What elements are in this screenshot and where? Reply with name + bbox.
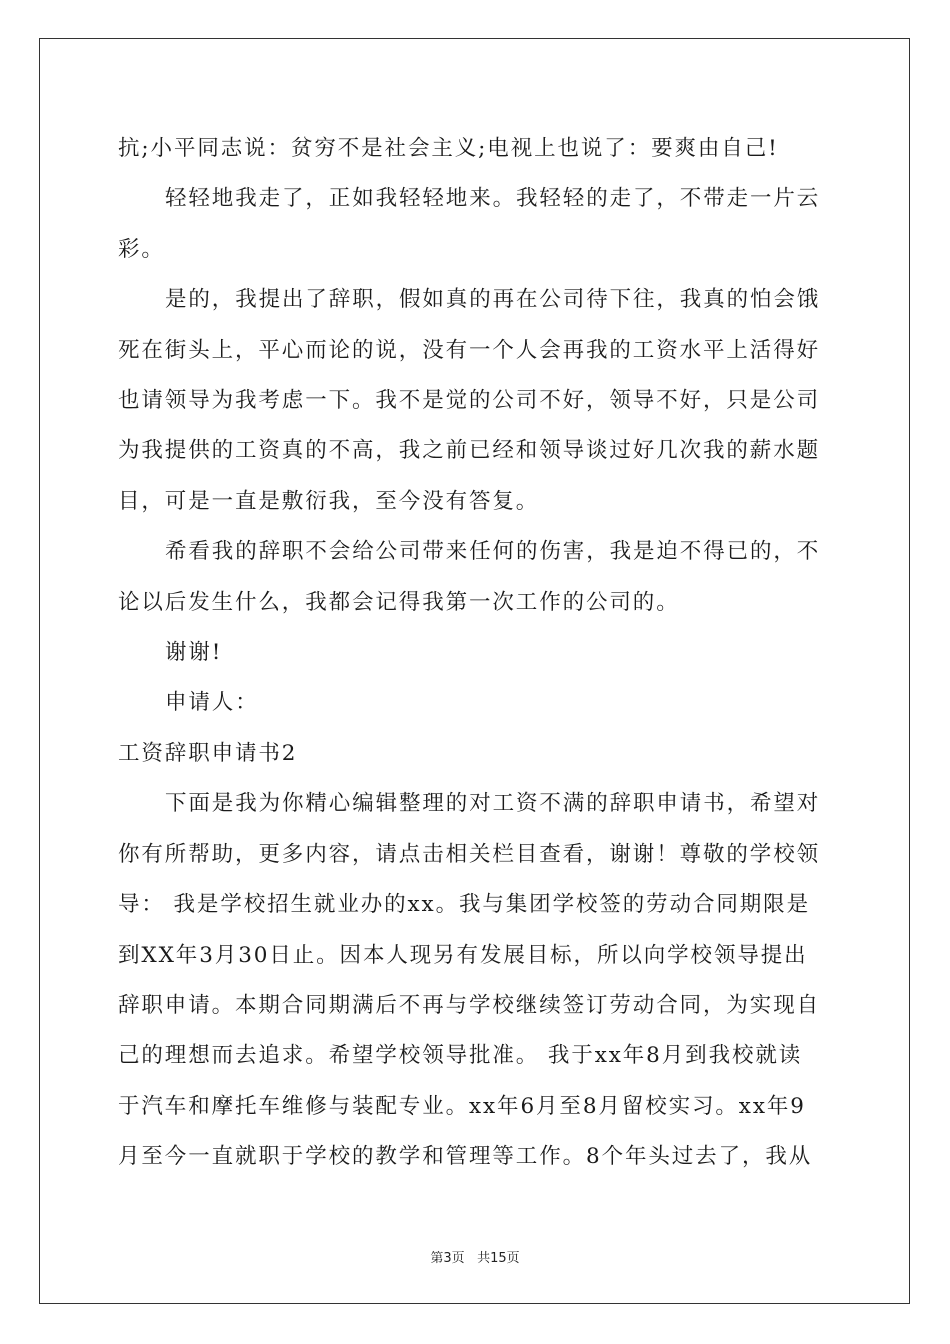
text-line: 目，可是一直是敷衍我，至今没有答复。 bbox=[118, 488, 540, 514]
applicant-label: 申请人： bbox=[165, 690, 259, 716]
text-line: 己的理想而去追求。希望学校领导批准。 我于xx年8月到我校就读 bbox=[118, 1043, 803, 1069]
text-line: 是的，我提出了辞职，假如真的再在公司待下往，我真的怕会饿 bbox=[165, 287, 821, 313]
text-line: 你有所帮助，更多内容，请点击相关栏目查看，谢谢！尊敬的学校领 bbox=[118, 841, 821, 867]
text-line: 希看我的辞职不会给公司带来任何的伤害，我是迫不得已的，不 bbox=[165, 539, 821, 565]
document-body bbox=[118, 124, 834, 1183]
text-line: 到XX年3月30日止。因本人现另有发展目标，所以向学校领导提出 bbox=[118, 942, 808, 968]
section-heading: 工资辞职申请书2 bbox=[118, 740, 298, 766]
text-line: 月至今一直就职于学校的教学和管理等工作。8个年头过去了，我从 bbox=[118, 1144, 813, 1170]
text-line: 论以后发生什么，我都会记得我第一次工作的公司的。 bbox=[118, 589, 680, 615]
page-footer bbox=[0, 1247, 950, 1266]
text-line: 辞职申请。本期合同期满后不再与学校继续签订劳动合同，为实现自 bbox=[118, 992, 821, 1018]
text-line: 为我提供的工资真的不高，我之前已经和领导谈过好几次我的薪水题 bbox=[118, 438, 821, 464]
text-line: 抗;小平同志说：贫穷不是社会主义;电视上也说了：要爽由自己! bbox=[118, 136, 779, 161]
text-line: 轻轻地我走了，正如我轻轻地来。我轻轻的走了，不带走一片云 bbox=[165, 186, 821, 212]
page-number: 第3页 bbox=[430, 1251, 465, 1266]
closing-thanks: 谢谢! bbox=[165, 640, 223, 666]
text-line: 于汽车和摩托车维修与装配专业。xx年6月至8月留校实习。xx年9 bbox=[118, 1093, 806, 1119]
text-line: 彩。 bbox=[118, 236, 165, 262]
text-line: 死在街头上，平心而论的说，没有一个人会再我的工资水平上活得好 bbox=[118, 337, 821, 363]
text-line: 也请领导为我考虑一下。我不是觉的公司不好，领导不好，只是公司 bbox=[118, 388, 821, 414]
text-line: 导： 我是学校招生就业办的xx。我与集团学校签的劳动合同期限是 bbox=[118, 892, 810, 918]
page-total: 共15页 bbox=[477, 1251, 520, 1266]
text-line: 下面是我为你精心编辑整理的对工资不满的辞职申请书，希望对 bbox=[165, 791, 821, 817]
